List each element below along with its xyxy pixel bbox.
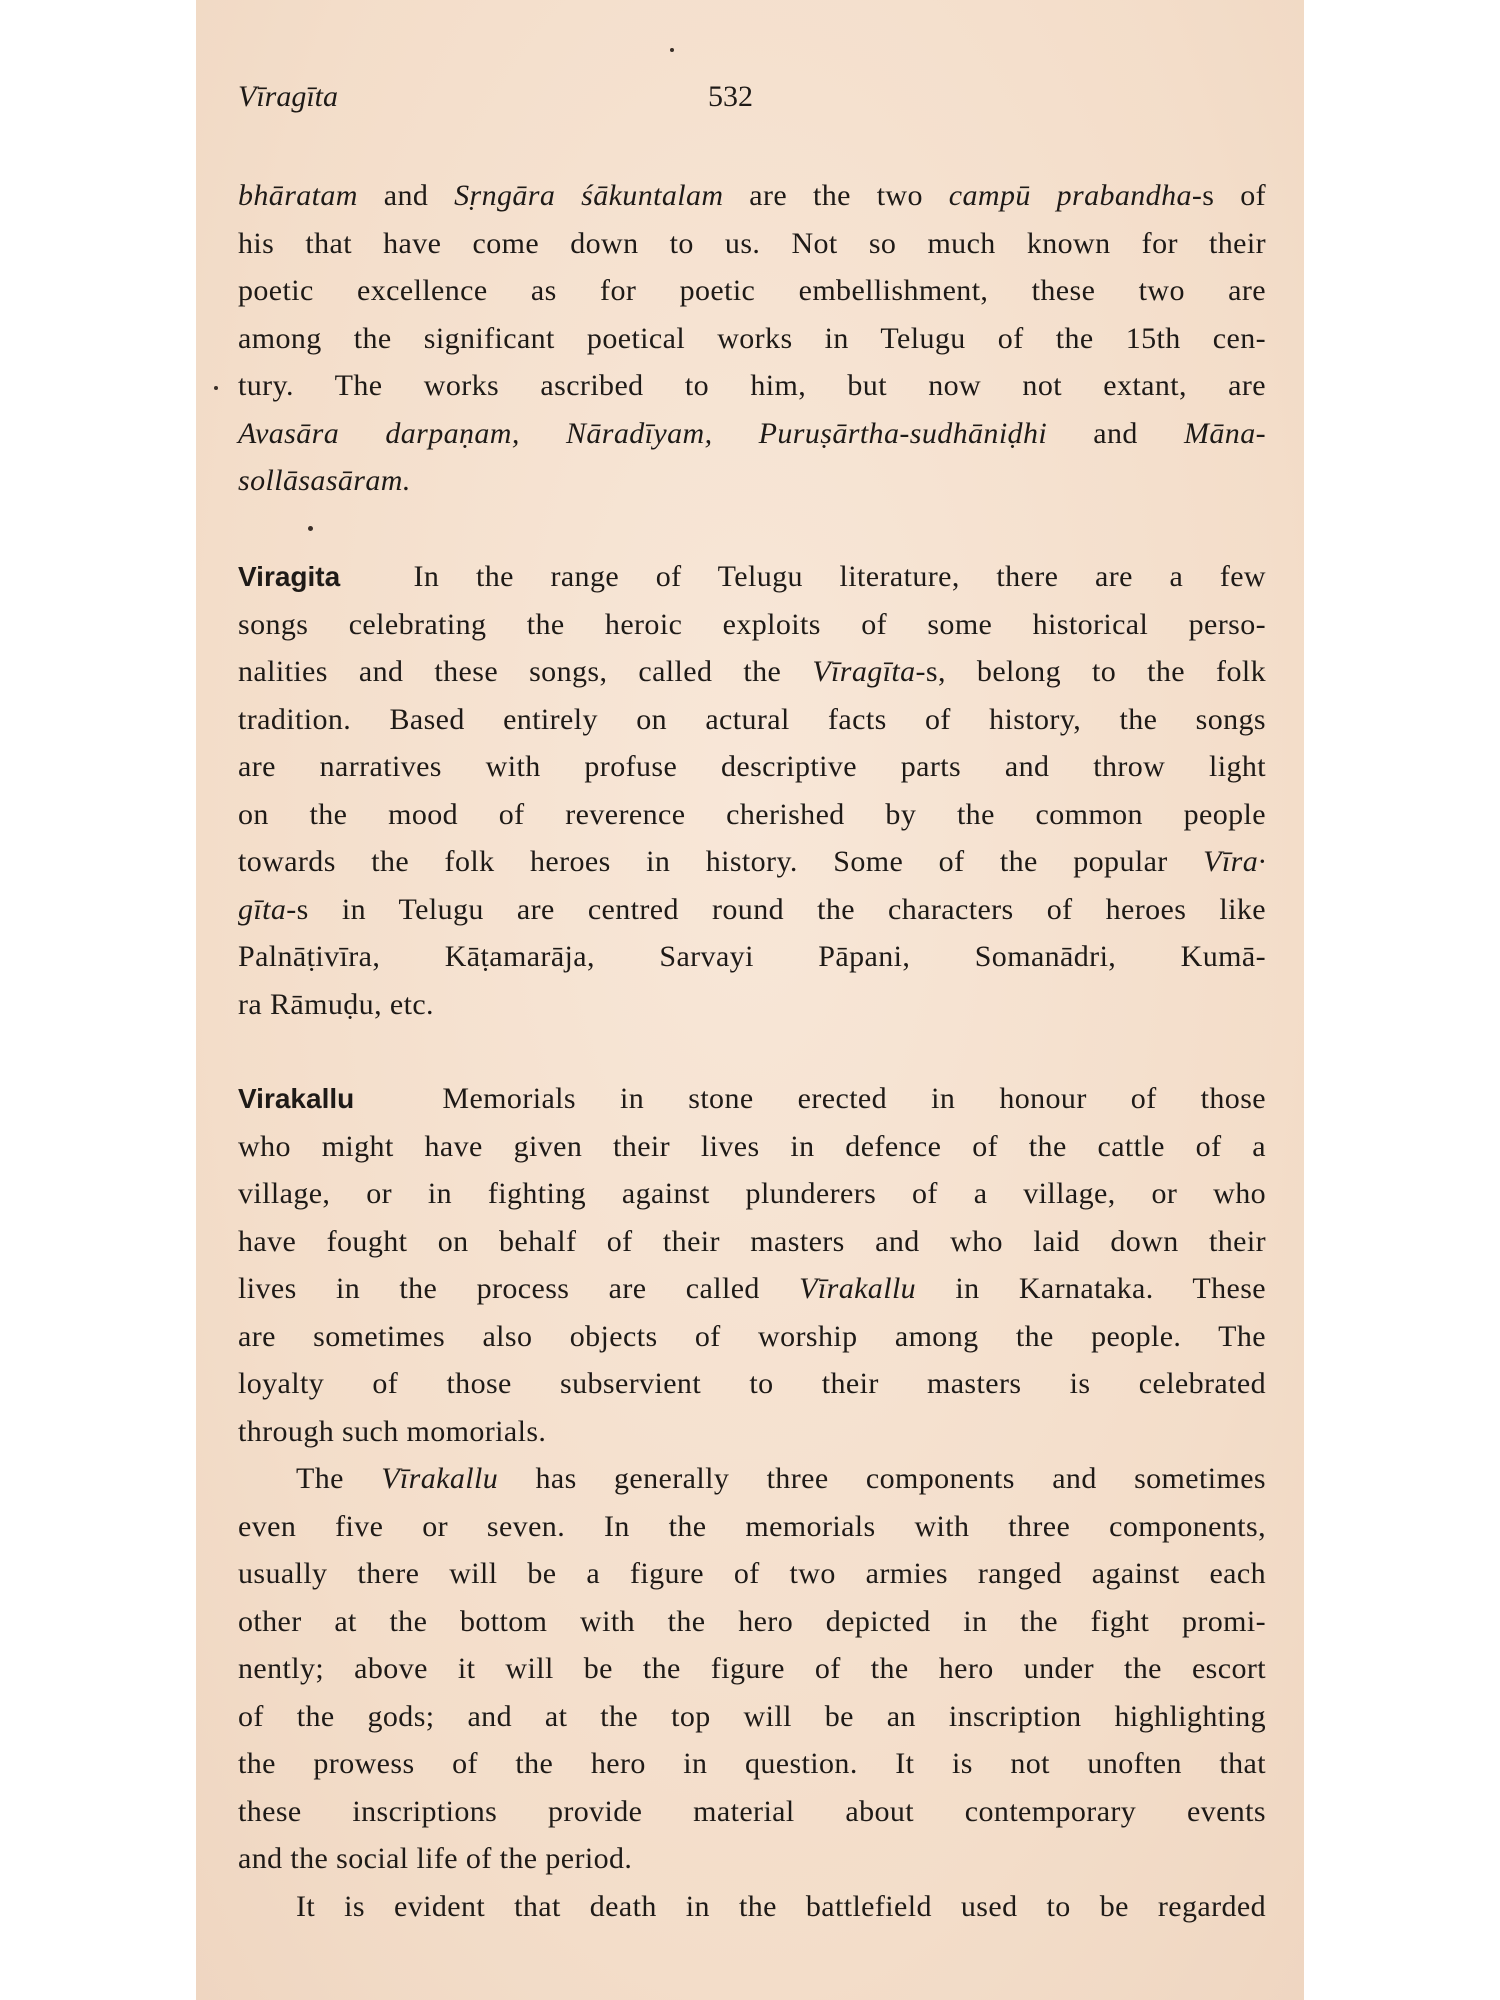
italic-term: sollāsasāram.	[238, 464, 411, 497]
text-run: has generally three components and sometimes	[498, 1462, 1266, 1495]
text-run: of the gods; and at the top will be an inscription highlighting	[238, 1699, 1266, 1733]
text-line	[238, 886, 1266, 934]
text-run: his that have come down to us. Not so much known for their	[238, 226, 1266, 260]
text-line	[238, 362, 1266, 410]
paragraph	[238, 172, 1266, 505]
text-line	[238, 267, 1266, 315]
text-line	[238, 1740, 1266, 1788]
page-number: 532	[708, 80, 753, 113]
text-line	[238, 981, 1266, 1029]
text-line	[238, 1835, 1266, 1883]
text-line	[238, 1313, 1266, 1361]
ink-speck	[308, 526, 313, 531]
text-run: towards the folk heroes in history. Some of the popular	[238, 845, 1204, 878]
text-run: nently; above it will be the figure of the hero under the escort	[238, 1652, 1266, 1685]
text-line	[238, 315, 1266, 363]
text-line	[238, 1550, 1266, 1598]
text-line	[238, 1883, 1266, 1931]
italic-term: campū prabandha	[948, 179, 1192, 212]
text-line	[238, 1170, 1266, 1218]
text-run: nalities and these songs, called the	[238, 655, 813, 688]
text-line	[238, 172, 1266, 220]
text-run: -s in Telugu are centred round the characters of heroes like	[286, 892, 1266, 926]
text-line	[238, 1693, 1266, 1741]
text-run: are the two	[723, 179, 949, 212]
text-line	[238, 1455, 1266, 1503]
text-run: are sometimes also objects of worship among the people. The	[238, 1319, 1266, 1353]
text-run: -s of	[1191, 179, 1267, 212]
text-run: these inscriptions provide material about contemporary events	[238, 1794, 1266, 1828]
text-line	[238, 1788, 1266, 1836]
italic-term: Vīragīta	[812, 655, 916, 688]
entry-term: Viragita	[238, 561, 341, 592]
text-line	[238, 743, 1266, 791]
entry-virakallu	[238, 1075, 1266, 1930]
text-line	[238, 1265, 1266, 1313]
text-run: Palnāṭivīra, Kāṭamarāja, Sarvayi Pāpani, Somanādri, Kumā-	[238, 940, 1266, 973]
text-run: poetic excellence as for poetic embellishment, these two are	[238, 274, 1266, 307]
page-header	[238, 80, 1266, 120]
text-line	[238, 457, 1266, 505]
text-line	[238, 220, 1266, 268]
text-run: usually there will be a figure of two armies ranged against each	[238, 1557, 1266, 1590]
text-run: and	[1047, 416, 1185, 450]
italic-term: bhāratam	[238, 179, 358, 212]
paragraph	[238, 1455, 1266, 1883]
text-line	[238, 601, 1266, 649]
entry-term: Virakallu	[238, 1083, 355, 1114]
text-run: It is evident that death in the battlefield used to be regarded	[296, 1889, 1266, 1923]
text-line	[238, 933, 1266, 981]
text-run: among the significant poetical works in Telugu of the 15th cen-	[238, 321, 1266, 355]
text-run: the prowess of the hero in question. It is not unoften that	[238, 1747, 1266, 1780]
italic-term: Sṛngāra śākuntalam	[454, 179, 724, 212]
text-run: tury. The works ascribed to him, but now not extant, are	[238, 369, 1266, 402]
italic-term: Vīrakallu	[381, 1462, 499, 1495]
italic-term: Māna-	[1184, 416, 1266, 450]
text-run: lives in the process are called	[238, 1272, 800, 1305]
text-line	[238, 1075, 1266, 1123]
italic-term: gīta	[238, 892, 287, 926]
paragraph	[238, 1883, 1266, 1931]
ink-speck	[670, 48, 674, 52]
text-run: are narratives with profuse descriptive parts and throw light	[238, 750, 1266, 783]
text-line	[238, 1360, 1266, 1408]
text-line	[238, 791, 1266, 839]
text-run: and	[357, 179, 455, 212]
text-run: and the social life of the period.	[238, 1842, 633, 1875]
text-line	[238, 1645, 1266, 1693]
text-line	[238, 1503, 1266, 1551]
text-line	[238, 696, 1266, 744]
text-run: ra Rāmuḍu, etc.	[238, 987, 434, 1021]
text-run: loyalty of those subservient to their masters is celebrated	[238, 1367, 1266, 1400]
text-run: Memorials in stone erected in honour of those	[442, 1082, 1266, 1115]
italic-term: Vīrakallu	[799, 1272, 917, 1305]
paragraph	[238, 553, 1266, 1028]
text-run: In the range of Telugu literature, there are a few	[413, 560, 1266, 593]
text-run: through such momorials.	[238, 1414, 547, 1448]
paragraph-bharatam	[238, 172, 1266, 505]
text-line	[238, 838, 1266, 886]
text-run: The	[296, 1462, 382, 1495]
book-page	[196, 0, 1304, 2000]
text-run: village, or in fighting against plunderers of a village, or who	[238, 1177, 1266, 1210]
italic-term: Vīra·	[1203, 845, 1266, 878]
text-run: other at the bottom with the hero depicted in the fight promi-	[238, 1604, 1266, 1638]
text-line	[238, 1408, 1266, 1456]
text-run: -s, belong to the folk	[915, 655, 1266, 688]
text-line	[238, 1598, 1266, 1646]
text-run: songs celebrating the heroic exploits of some historical perso-	[238, 607, 1266, 641]
text-run: have fought on behalf of their masters and who laid down their	[238, 1224, 1266, 1258]
text-run: on the mood of reverence cherished by the common people	[238, 797, 1266, 831]
running-title: Vīragīta	[238, 80, 339, 113]
text-line	[238, 410, 1266, 458]
paragraph	[238, 1075, 1266, 1455]
text-run: in Karnataka. These	[916, 1272, 1266, 1305]
text-line	[238, 1218, 1266, 1266]
text-line	[238, 648, 1266, 696]
text-run: tradition. Based entirely on actural facts of history, the songs	[238, 702, 1266, 736]
text-run: who might have given their lives in defence of the cattle of a	[238, 1129, 1266, 1163]
text-line	[238, 1123, 1266, 1171]
text-line	[238, 553, 1266, 601]
italic-term: Avasāra darpaṇam, Nāradīyam, Puruṣārtha-sudhāniḍhi	[238, 416, 1048, 450]
entry-viragita	[238, 553, 1266, 1028]
ink-speck	[214, 386, 218, 390]
text-run: even five or seven. In the memorials with three components,	[238, 1509, 1266, 1543]
